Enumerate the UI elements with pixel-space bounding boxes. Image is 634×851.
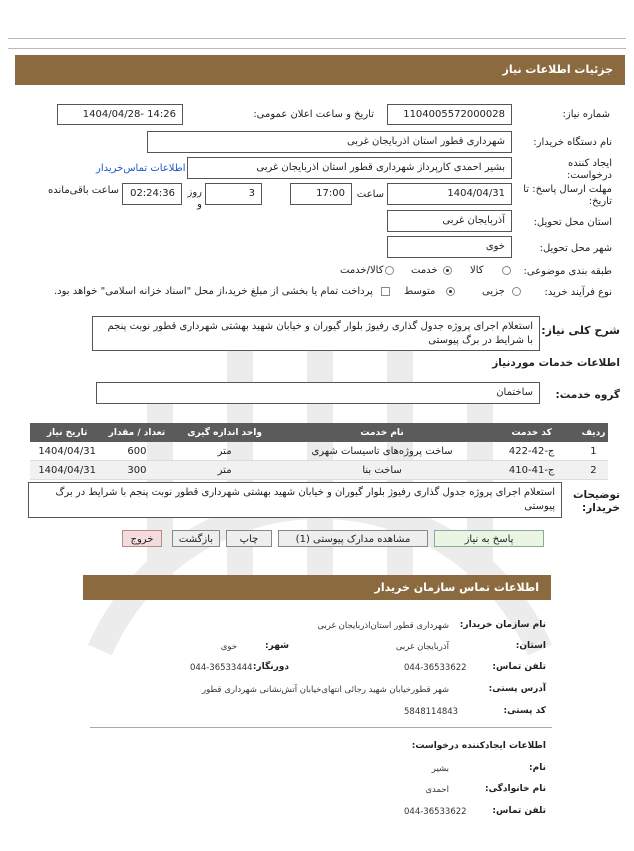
print-button[interactable]: چاپ xyxy=(226,530,272,547)
contact-fax-label: دورنگار: xyxy=(252,662,289,672)
view-documents-button[interactable]: مشاهده مدارک پیوستی (1) xyxy=(278,530,428,547)
process-medium-label: متوسط xyxy=(404,286,436,297)
cell-name: ساخت پروژه‌های تاسیسات شهری xyxy=(280,442,485,461)
col-code: کد خدمت xyxy=(484,423,578,442)
creator-name-label: نام: xyxy=(529,763,546,773)
col-row: ردیف xyxy=(579,423,608,442)
category-service-radio[interactable] xyxy=(443,266,452,275)
need-number-label: شماره نیاز: xyxy=(562,109,610,120)
services-title: اطلاعات خدمات موردنیاز xyxy=(492,357,620,369)
services-table xyxy=(30,423,608,480)
contact-city-label: شهر: xyxy=(265,641,289,651)
contact-divider xyxy=(90,727,552,728)
notes-field: استعلام اجرای پروژه جدول گذاری رفیوژ بلوار گیوران و خیابان شهید بهشتی شهرداری قطور نوبت پنجم با شرایط در برگ پیوستی xyxy=(28,482,562,518)
treasury-payment-checkbox[interactable] xyxy=(381,287,390,296)
contact-org-label: نام سازمان خریدار: xyxy=(459,620,546,630)
city-label: شهر محل تحویل: xyxy=(539,243,612,254)
back-button[interactable]: بازگشت xyxy=(172,530,220,547)
notes-label: توضیحات خریدار: xyxy=(572,489,620,514)
cell-qty: 600 xyxy=(104,442,169,461)
city-field: خوی xyxy=(387,236,512,258)
contact-header: اطلاعات تماس سازمان خریدار xyxy=(83,575,551,600)
cell-name: ساخت بنا xyxy=(280,461,485,480)
buyer-org-field: شهرداری قطور استان اذربایجان غربی xyxy=(147,131,512,153)
process-label: نوع فرآیند خرید: xyxy=(544,287,612,298)
reply-button[interactable]: پاسخ به نیاز xyxy=(434,530,544,547)
creator-phone-label: تلفن تماس: xyxy=(492,806,546,816)
category-label: طبقه بندی موضوعی: xyxy=(523,266,612,277)
col-date: تاریخ نیاز xyxy=(30,423,104,442)
deadline-time-field: 17:00 xyxy=(290,183,352,205)
table-header-row xyxy=(30,423,608,442)
remaining-time-field: 02:24:36 xyxy=(122,183,182,205)
cell-row: 1 xyxy=(579,442,608,461)
cell-date: 1404/04/31 xyxy=(30,461,104,480)
table-row xyxy=(30,442,608,461)
treasury-payment-note: پرداخت تمام یا بخشی از مبلغ خرید،از محل "اسناد خزانه اسلامی" خواهد بود. xyxy=(54,286,373,297)
province-field: آذربایجان غربی xyxy=(387,210,512,232)
creator-label: ایجاد کننده درخواست: xyxy=(567,158,612,181)
top-divider xyxy=(8,38,626,39)
remaining-label: ساعت باقی‌مانده xyxy=(48,185,120,196)
category-goods-label: کالا xyxy=(470,265,484,276)
category-service-label: خدمت xyxy=(411,265,438,276)
service-group-field: ساختمان xyxy=(96,382,540,404)
creator-family-value: احمدی xyxy=(425,785,449,795)
contact-phone-value: 044-36533622 xyxy=(404,663,467,673)
cell-unit: متر xyxy=(170,461,280,480)
contact-postal-label: کد پستی: xyxy=(503,706,546,716)
creator-family-label: نام خانوادگی: xyxy=(484,784,546,794)
exit-button[interactable]: خروج xyxy=(122,530,162,547)
col-name: نام خدمت xyxy=(280,423,485,442)
process-minor-label: جزیی xyxy=(482,286,505,297)
buyer-org-label: نام دستگاه خریدار: xyxy=(533,137,612,148)
cell-code: ج-42-422 xyxy=(484,442,578,461)
category-both-label: کالا/خدمت xyxy=(340,265,384,276)
creator-name-value: بشیر xyxy=(431,764,449,774)
contact-province-value: آذربایجان غربی xyxy=(395,642,449,652)
creator-phone-value: 044-36533622 xyxy=(404,807,467,817)
top-divider-2 xyxy=(8,48,626,49)
days-field: 3 xyxy=(205,183,262,205)
cell-code: ج-41-410 xyxy=(484,461,578,480)
province-label: استان محل تحویل: xyxy=(533,217,612,228)
summary-label: شرح کلی نیاز: xyxy=(541,324,620,337)
contact-org-value: شهرداری قطور استان‌اذربایجان غربی xyxy=(317,621,449,631)
process-medium-radio[interactable] xyxy=(446,287,455,296)
service-group-label: گروه خدمت: xyxy=(555,389,620,401)
buyer-contact-link[interactable]: اطلاعات تماس‌خریدار xyxy=(96,163,186,174)
deadline-date-field: 1404/04/31 xyxy=(387,183,512,205)
col-qty: تعداد / مقدار xyxy=(104,423,169,442)
cell-row: 2 xyxy=(579,461,608,480)
contact-province-label: استان: xyxy=(515,641,546,651)
summary-field: استعلام اجرای پروژه جدول گذاری رفیوژ بلوار گیوران و خیابان شهید بهشتی شهرداری قطور نوبت پنجم با شرایط در برگ پیوستی xyxy=(92,316,540,351)
contact-phone-label: تلفن تماس: xyxy=(492,662,546,672)
table-row xyxy=(30,461,608,480)
creator-field: بشیر احمدی کارپرداز شهرداری قطور استان اذربایجان غربی xyxy=(187,157,512,179)
process-minor-radio[interactable] xyxy=(512,287,521,296)
days-label: روز و xyxy=(187,187,202,210)
contact-city-value: خوی xyxy=(220,642,237,652)
contact-address-label: آدرس پستی: xyxy=(488,684,546,694)
contact-postal-value: 5848114843 xyxy=(404,707,459,717)
cell-unit: متر xyxy=(170,442,280,461)
creator-info-title: اطلاعات ایجادکننده درخواست: xyxy=(411,741,546,751)
time-label: ساعت xyxy=(356,189,384,200)
contact-address-value: شهر قطورخیابان شهید رجائی انتهای‌خیابان آتش‌نشانی شهرداری قطور xyxy=(201,685,449,695)
col-unit: واحد اندازه گیری xyxy=(170,423,280,442)
page-header: جزئیات اطلاعات نیاز xyxy=(15,55,625,85)
need-number-field: 1104005572000028 xyxy=(387,104,512,125)
category-goods-radio[interactable] xyxy=(502,266,511,275)
announce-field: 1404/04/28- 14:26 xyxy=(57,104,183,125)
cell-qty: 300 xyxy=(104,461,169,480)
cell-date: 1404/04/31 xyxy=(30,442,104,461)
deadline-label: مهلت ارسال پاسخ: تا تاریخ: xyxy=(523,184,612,207)
contact-fax-value: 044-36533444 xyxy=(190,663,253,673)
announce-label: تاریخ و ساعت اعلان عمومی: xyxy=(253,109,374,120)
category-both-radio[interactable] xyxy=(385,266,394,275)
